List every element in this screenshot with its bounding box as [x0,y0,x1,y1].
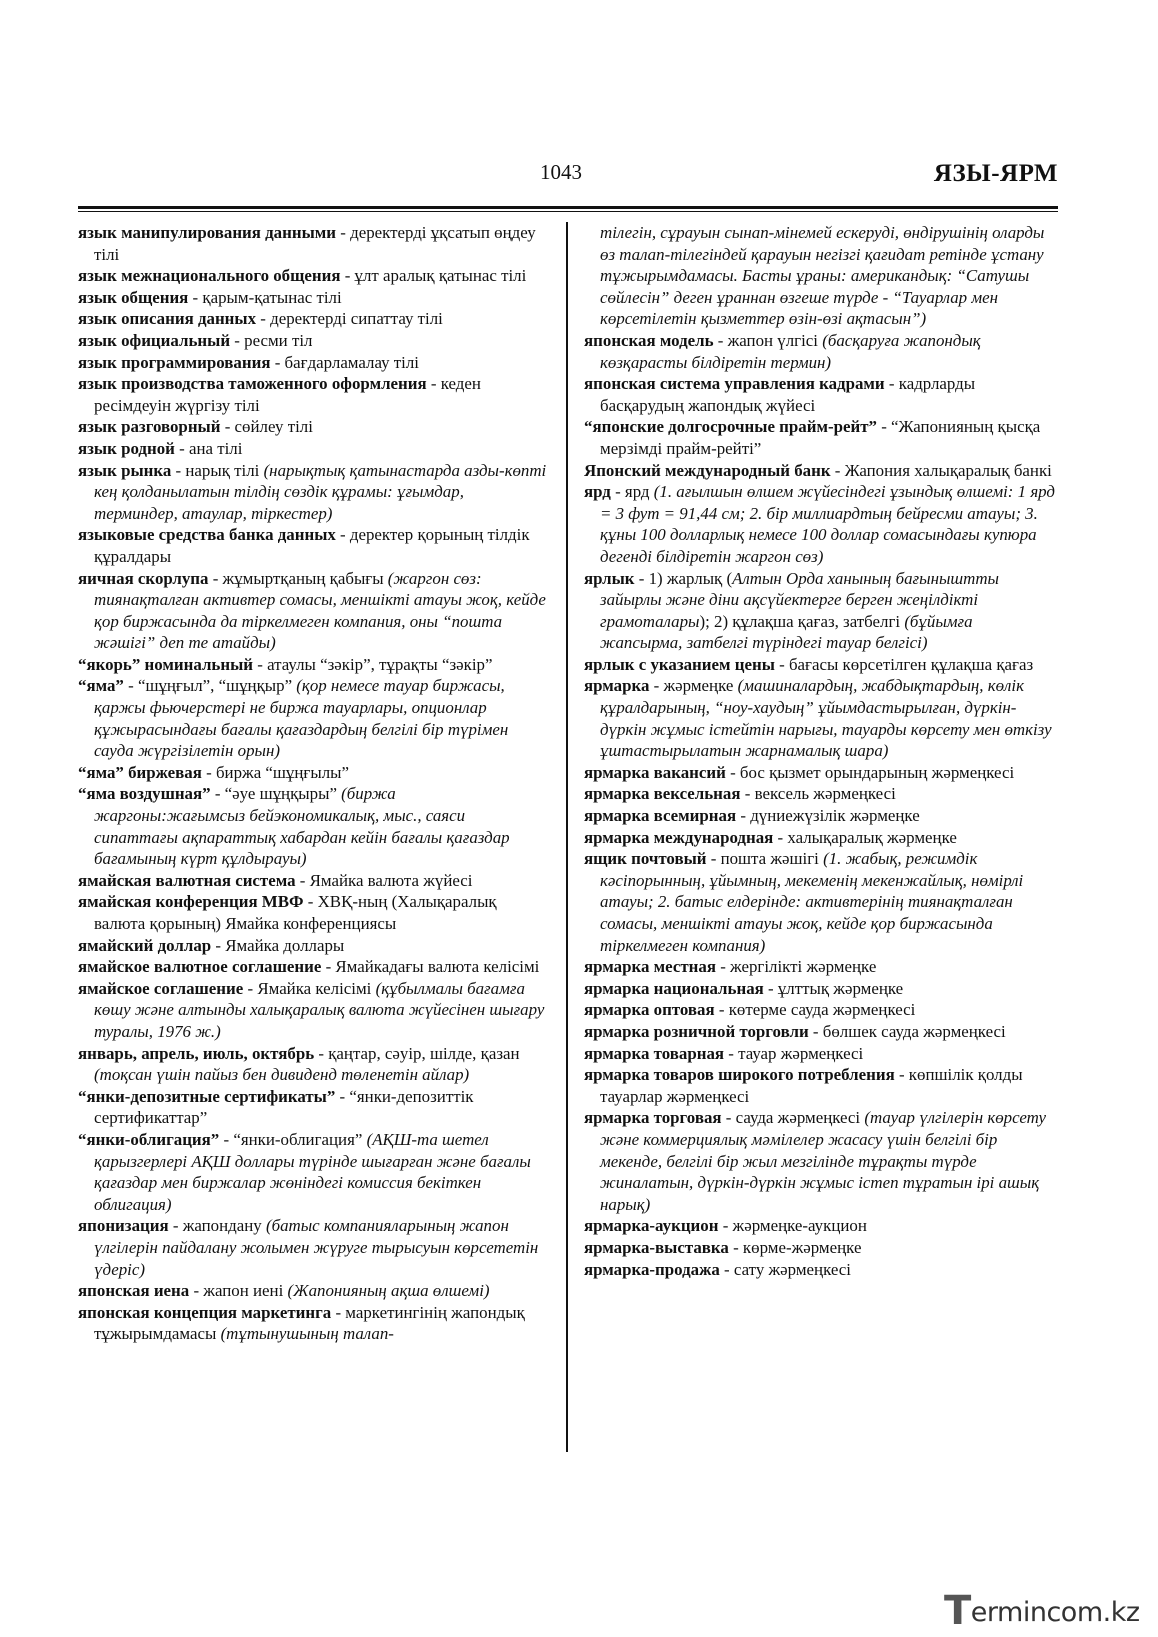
dictionary-entry [584,999,1058,1021]
entry-term: ярд [584,482,611,502]
entry-term: ярлык с указанием цены [584,654,775,674]
entry-term: ярмарка-аукцион [584,1216,719,1236]
dictionary-entry [78,783,548,869]
dictionary-entry [78,870,548,892]
entry-definition: - Ямайка келісімі [243,978,376,998]
entry-term: ярмарка оптовая [584,1000,715,1020]
entry-term: январь, апрель, июль, октябрь [78,1043,315,1063]
entry-term: язык разговорный [78,417,221,437]
dictionary-entry [78,978,548,1043]
entry-definition: - “Жапонияның қысқа мерзімді прайм-рейті” [600,417,1041,458]
entry-term: ярмарка [584,676,650,696]
entry-term: язык производства таможенного оформления [78,374,427,394]
dictionary-entry [584,978,1058,1000]
entry-definition: - сауда жәрмеңкесі [721,1108,865,1128]
right-column [584,222,1058,1280]
entry-term: ярмарка международная [584,827,774,847]
entry-definition: - “янки-депозиттік сертификаттар” [94,1086,474,1128]
entry-definition: - ана тілі [174,438,243,458]
entry-term: японская система управления кадрами [584,374,885,394]
page-range-title: ЯЗЫ-ЯРМ [933,160,1058,187]
entry-definition: - кеден ресімдеуін жүргізу тілі [94,374,481,415]
dictionary-entry [78,287,548,309]
entry-definition: - жәрмеңке-аукцион [718,1216,867,1236]
dictionary-entry [78,460,548,525]
entry-definition: - ресми тіл [230,330,313,350]
dictionary-entry [78,352,548,374]
entry-note: (АҚШ-та шетел қарызгерлері АҚШ доллары түрінде шығарған және бағалы қағаздар мен биржалар жөніндегі комиссия бекіткен облигация) [94,1129,531,1214]
dictionary-entry [584,956,1058,978]
entry-term: язык рынка [78,460,172,480]
dictionary-entry [584,416,1058,459]
dictionary-entry [78,956,548,978]
entry-definition: - қаңтар, сәуір, шілде, қазан [314,1043,520,1063]
entry-note: (басқаруға жапондық көзқарасты білдіретін термин) [600,330,981,372]
entry-term: “янки-облигация” [78,1129,220,1149]
entry-definition: - сөйлеу тілі [220,417,313,437]
dictionary-entry [78,330,548,352]
dictionary-entry [78,265,548,287]
dictionary-entry [584,783,1058,805]
entry-definition: - 1) жарлық ( [634,568,733,588]
entry-definition: - бағдарламалау тілі [270,352,419,372]
dictionary-entry [584,848,1058,956]
entry-definition: - жапондану [168,1216,266,1236]
entry-term: японская иена [78,1281,190,1301]
entry-definition: - ұлт аралық қатынас тілі [340,266,527,286]
dictionary-entry [584,1215,1058,1237]
dictionary-entry [78,568,548,654]
entry-term: ярмарка-выставка [584,1237,729,1257]
entry-definition: - дүниежүзілік жәрмеңке [736,806,920,826]
entry-term: “яма” [78,676,124,696]
entry-definition: - Ямайка доллары [211,935,345,955]
entry-definition: - ұлттық жәрмеңке [763,978,904,998]
entry-note: (Жапонияның ақша өлшемі) [287,1281,490,1301]
dictionary-entry [78,1086,548,1129]
entry-definition: - жәрмеңке [649,676,738,696]
entry-definition: - Жапония халықаралық банкі [830,460,1052,480]
dictionary-entry [78,373,548,416]
entry-term: ярмарка товаров широкого потребления [584,1065,895,1085]
entry-note: (тұтынушының талап- [220,1324,394,1344]
entry-definition: - биржа “шұңғылы” [201,762,349,782]
entry-note: (батыс компанияларының жапон үлгілерін пайдалану жолымен жүруге тырысуын көрсететін үдеріс) [94,1216,539,1279]
entry-term: “яма” биржевая [78,762,202,782]
left-column [78,222,548,1345]
entry-term: ярмарка вакансий [584,762,726,782]
entry-definition: - пошта жәшігі [706,849,824,869]
entry-term: Японский международный банк [584,460,831,480]
entry-definition: - бағасы көрсетілген құлақша қағаз [774,654,1034,674]
entry-note: (қор немесе тауар биржасы, қаржы фьючерстері не биржа тауарлары, опционлар құжырасындағы бағалы қағаздардың белгілі бір түрімен сауда жүргізілетін орын) [94,676,509,761]
entry-term: язык общения [78,287,189,307]
dictionary-entry [584,827,1058,849]
entry-term: ярмарка национальная [584,978,764,998]
entry-term: язык манипулирования данными [78,223,337,242]
header-rule-thick [78,206,1058,209]
entry-definition: ); 2) құлақша қағаз, затбелгі [699,611,905,631]
dictionary-entry [78,762,548,784]
page-header [78,160,1058,196]
dictionary-entry [584,1043,1058,1065]
entry-definition: - Ямайка валюта жүйесі [295,870,473,890]
entry-definition: - жапон үлгісі [713,330,823,350]
column-divider [566,222,568,1452]
entry-note: (1. ағылшын өлшем жүйесіндегі ұзындық өлшемі: 1 ярд = 3 фут = 91,44 см; 2. бір миллиардтың бейресми атауы; 3. құны 100 долларлық немесе 100 доллар сомасындағы купюра дегенді білдіретін жаргон сөз) [600,482,1055,566]
entry-definition: - жапон иені [189,1281,288,1301]
entry-term: японская модель [584,330,714,350]
entry-definition: - Ямайкадағы валюта келісімі [321,957,540,977]
dictionary-entry [584,1237,1058,1259]
entry-note: (тауар үлгілерін көрсету және коммерциялық мәмілелер жасасу үшін белгілі бір мекенде, белгілі бір жыл мезгілінде тұрақты түрде жиналатын, дүркін-дүркін жұмыс істеп тұратын ірі ашық нарық) [600,1108,1046,1214]
entry-definition: - вексель жәрмеңкесі [740,784,896,804]
entry-term: ямайское валютное соглашение [78,957,322,977]
entry-definition: - жұмыртқаның қабығы [208,568,388,588]
header-rule-thin [78,211,1058,212]
dictionary-entry [78,1043,548,1086]
entry-term: яичная скорлупа [78,568,209,588]
termincom-logo: Termincom.kz [944,1588,1140,1634]
entry-definition: - бөлшек сауда жәрмеңкесі [808,1021,1006,1041]
entry-definition: - қарым-қатынас тілі [188,287,342,307]
entry-term: ярмарка всемирная [584,806,737,826]
entry-note: (1. жабық, режимдік кәсіпорынның, ұйымның, мекеменің мекенжайлық, нөмірлі атауы; 2. батыс елдерінде: активтерінің тиянақталған сомасы, меншікті атауы жоқ, кейде қор биржасында тіркелмеген компания) [600,849,1024,955]
entry-continuation: тілегін, сұрауын сынап-мінемей ескеруді, өндірушінің оларды өз талап-тілегіндей қарауын негізгі қағидат ретінде ұстану тұжырымдамасы. Басты ұраны: американдық: “Сатушы сөйлесін” деген ұраннан өзгеше түрде - “Тауарлар мен көрсетілетін қызметтер өзін-өзі ақтасын”) [600,223,1045,329]
entry-definition: - деректерді ұқсатып өңдеу тілі [94,223,536,264]
logo-mark-icon: T [944,1588,971,1634]
entry-definition: - деректерді сипаттау тілі [256,309,443,329]
dictionary-entry [78,438,548,460]
entry-note: (құбылмалы бағамға көшу және алтынды халықаралық валюта жүйесінен шығару туралы, 1976 ж.) [94,978,545,1041]
dictionary-entry [78,1215,548,1280]
entry-term: ярлык [584,568,635,588]
entry-note: (нарықтық қатынастарда азды-көпті кең қолданылатын тілдің сөздік құрамы: ұғымдар, терминдер, атаулар, тіркестер) [94,460,547,523]
entry-definition: - ярд [610,482,654,502]
entry-term: язык описания данных [78,309,257,329]
dictionary-entry [78,1280,548,1302]
dictionary-entry [584,1021,1058,1043]
entry-term: ярмарка вексельная [584,784,741,804]
entry-term: язык официальный [78,330,231,350]
dictionary-entry [584,330,1058,373]
entry-note: (бұйымға жапсырма, затбелгі түріндегі тауар белгісі) [600,611,973,653]
entry-definition: - “әуе шұңқыры” [210,784,342,804]
dictionary-entry [78,524,548,567]
entry-term: “янки-депозитные сертификаты” [78,1086,336,1106]
entry-term: японизация [78,1216,169,1236]
entry-term: ярмарка торговая [584,1108,722,1128]
dictionary-entry [78,308,548,330]
dictionary-entry [584,805,1058,827]
entry-definition: - көпшілік қолды тауарлар жәрмеңкесі [600,1065,1023,1106]
dictionary-entry [584,481,1058,567]
entry-term: язык родной [78,438,175,458]
dictionary-entry [584,1064,1058,1107]
entry-term: “японские долгосрочные прайм-рейт” [584,417,877,437]
dictionary-entry [78,935,548,957]
entry-term: ящик почтовый [584,849,707,869]
entry-definition: - “янки-облигация” [219,1129,367,1149]
entry-definition: - көтерме сауда жәрмеңкесі [714,1000,916,1020]
dictionary-entry [78,416,548,438]
entry-note: (биржа жаргоны:жағымсыз бейэкономикалық, мыс., саяси сипаттағы ақпараттық хабардан кейін бағалы қағаздар бағамының күрт құлдырауы) [94,784,510,869]
dictionary-entry [78,222,548,265]
entry-definition: - “шұңғыл”, “шұңқыр” [123,676,297,696]
dictionary-entry [78,675,548,761]
entry-definition: - кадрларды басқарудың жапондық жүйесі [600,374,976,415]
dictionary-entry [584,460,1058,482]
entry-term: ямайская валютная система [78,870,296,890]
entry-definition: - жергілікті жәрмеңке [715,957,877,977]
dictionary-entry [78,654,548,676]
entry-note: Алтын Орда ханының бағыныштты зайырлы және діни ақсүйектерге берген жеңілдікті грамоталары [600,568,999,631]
entry-term: язык межнационального общения [78,266,341,286]
dictionary-entry [584,762,1058,784]
entry-definition: - деректер қорының тілдік құралдары [94,525,530,566]
entry-definition: - атаулы “зәкір”, тұрақты “зәкір” [253,654,493,674]
entry-definition: - көрме-жәрмеңке [728,1237,862,1257]
entry-term: ямайская конференция МВФ [78,892,304,912]
dictionary-entry [584,654,1058,676]
entry-term: “якорь” номинальный [78,654,254,674]
dictionary-entry [584,373,1058,416]
dictionary-entry [78,1302,548,1345]
entry-term: ярмарка местная [584,957,716,977]
entry-term: “яма воздушная” [78,784,211,804]
dictionary-entry [78,891,548,934]
entry-definition: - халықаралық жәрмеңке [773,827,957,847]
dictionary-entry [584,1107,1058,1215]
entry-note: (тоқсан үшін пайыз бен дивиденд төленетін айлар) [94,1065,470,1085]
dictionary-entry [584,568,1058,654]
entry-term: ямайский доллар [78,935,212,955]
dictionary-entry [78,1129,548,1215]
entry-term: языковые средства банка данных [78,525,336,545]
entry-note: (жаргон сөз: тиянақталған активтер сомасы, меншікті атауы жоқ, кейде қор биржасында да тіркелмеген компания, оны “пошта жәшігі” деп те атайды) [94,568,546,653]
entry-definition: - тауар жәрмеңкесі [724,1043,864,1063]
dictionary-entry [584,1259,1058,1281]
entry-definition: - маркетингінің жапондық тұжырымдамасы [94,1302,525,1344]
entry-definition: - ХВҚ-ның (Халықаралық валюта қорының) Ямайка конференциясы [94,892,497,933]
entry-definition: - сату жәрмеңкесі [719,1259,851,1279]
entry-note: (машиналардың, жабдықтардың, көлік құралдарының, “ноу-хаудың” ұйымдастырылған, дүркін-дүркін жұмыс істейтін нарығы, тауарды көрсету мен өткізу ұштастырылатын жарнамалық шара) [600,676,1052,761]
entry-term: ярмарка розничной торговли [584,1021,809,1041]
entry-definition: - нарық тілі [171,460,264,480]
entry-term: японская концепция маркетинга [78,1302,332,1322]
entry-term: ямайское соглашение [78,978,244,998]
entry-definition: - бос қызмет орындарының жәрмеңкесі [725,762,1015,782]
entry-term: ярмарка-продажа [584,1259,720,1279]
entry-term: язык программирования [78,352,271,372]
page-number: 1043 [540,160,582,184]
dictionary-entry [584,675,1058,761]
entry-term: ярмарка товарная [584,1043,725,1063]
